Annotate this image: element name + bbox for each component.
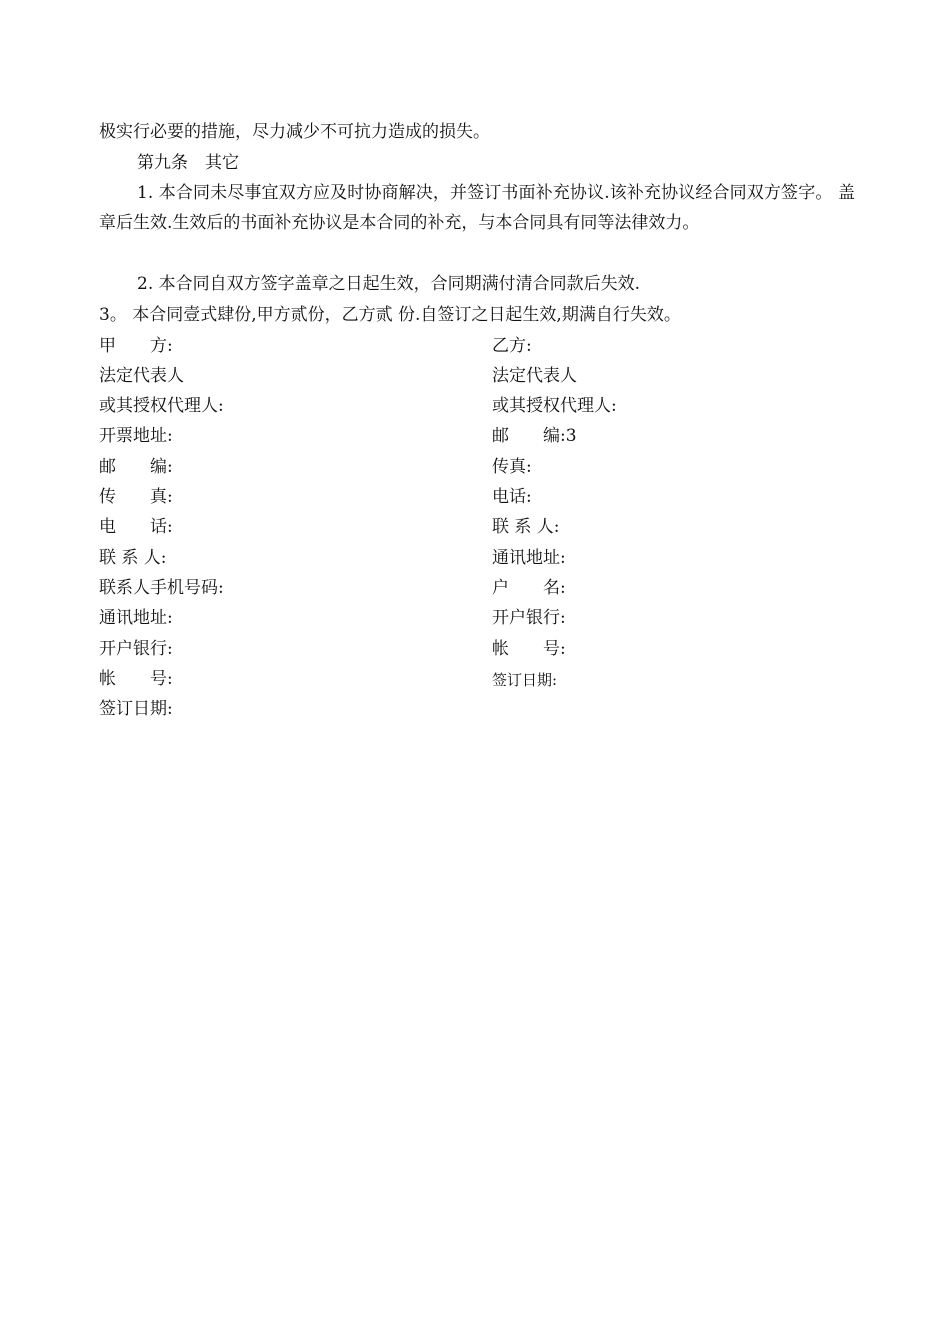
party-a-contact-field: 联 系 人:: [99, 548, 167, 568]
party-a-fax-field: 传 真:: [99, 487, 173, 507]
party-a-bank-field: 开户银行:: [99, 639, 173, 659]
party-a-mail-address-field: 通讯地址:: [99, 608, 173, 628]
article-heading: 第九条 其它: [137, 153, 239, 173]
party-a-name-field: 甲 方:: [99, 336, 173, 356]
party-b-agent-field: 或其授权代理人:: [492, 396, 617, 416]
party-a-invoice-address-field: 开票地址:: [99, 426, 173, 446]
party-b-bank-field: 开户银行:: [492, 608, 566, 628]
party-a-account-field: 帐 号:: [99, 669, 173, 689]
party-a-agent-field: 或其授权代理人:: [99, 396, 224, 416]
clause-item-1: 1. 本合同未尽事宜双方应及时协商解决，并签订书面补充协议.该补充协议经合同双方签字。 盖章后生效.生效后的书面补充协议是本合同的补充，与本合同具有同等法律效力。: [99, 183, 855, 233]
paragraph-continued: 极实行必要的措施，尽力减少不可抗力造成的损失。: [99, 122, 490, 142]
party-b-contact-field: 联 系 人:: [492, 517, 560, 537]
party-b-sign-date-field: 签订日期:: [492, 671, 558, 689]
party-a-phone-field: 电 话:: [99, 517, 173, 537]
party-b-name-field: 乙方:: [492, 336, 532, 356]
party-a-contact-mobile-field: 联系人手机号码:: [99, 578, 224, 598]
party-a-legal-rep-field: 法定代表人: [99, 366, 184, 386]
party-b-mail-address-field: 通讯地址:: [492, 548, 566, 568]
party-a-sign-date-field: 签订日期:: [99, 699, 173, 719]
clause-item-3: 3。 本合同壹式肆份,甲方贰份，乙方贰 份.自签订之日起生效,期满自行失效。: [99, 305, 681, 325]
party-b-phone-field: 电话:: [492, 487, 532, 507]
party-b-account-name-field: 户 名:: [492, 578, 566, 598]
party-b-legal-rep-field: 法定代表人: [492, 366, 577, 386]
party-b-fax-field: 传真:: [492, 457, 532, 477]
party-a-postcode-field: 邮 编:: [99, 457, 173, 477]
clause-item-2: 2. 本合同自双方签字盖章之日起生效，合同期满付清合同款后失效.: [137, 274, 641, 294]
party-b-postcode-field: 邮 编:3: [492, 426, 577, 446]
party-b-account-field: 帐 号:: [492, 639, 566, 659]
